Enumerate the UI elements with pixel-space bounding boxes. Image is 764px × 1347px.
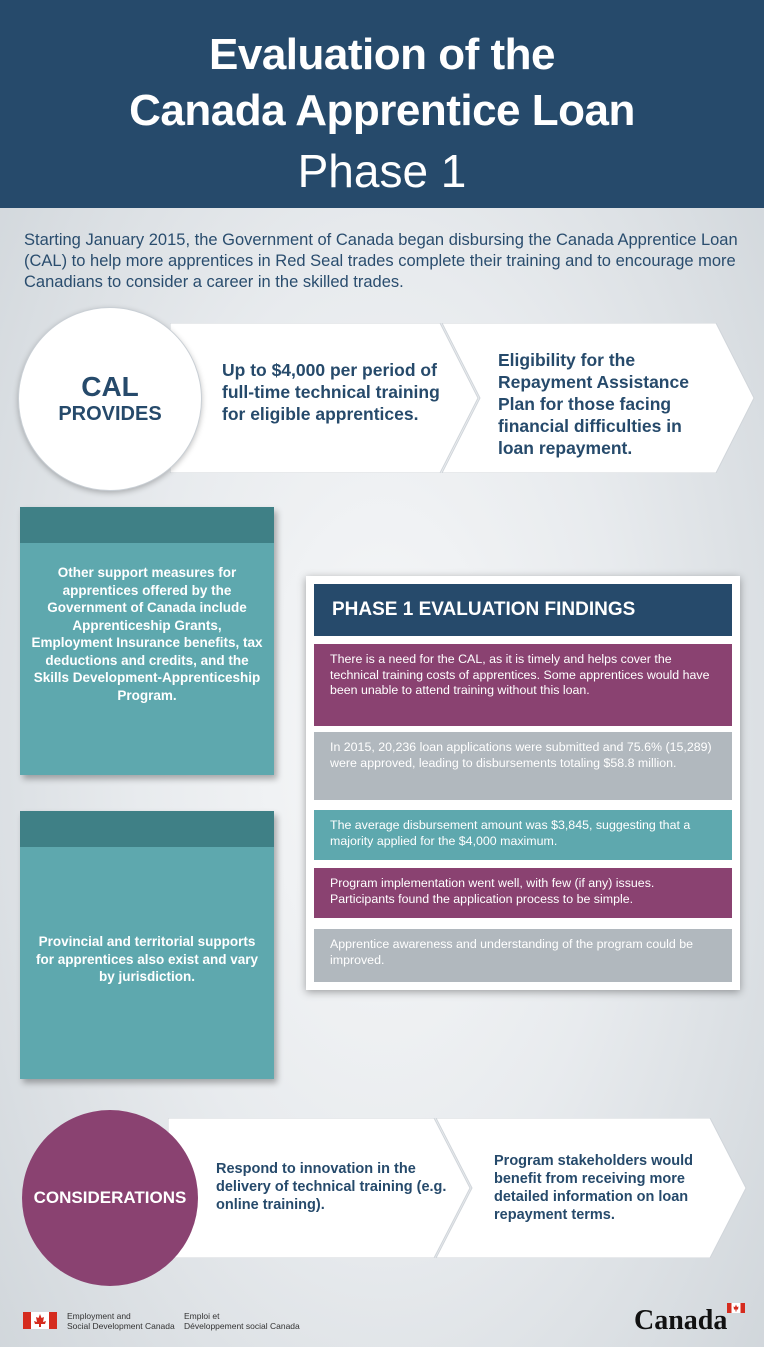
cal-item-2: Eligibility for the Repayment Assistance Plan for those facing financial difficulties in loan repayment. <box>498 350 689 458</box>
dept-fr-line-2: Développement social Canada <box>184 1321 300 1331</box>
note-tab <box>20 811 274 847</box>
consideration-item-2: Program stakeholders would benefit from receiving more detailed information on loan repayment terms. <box>494 1153 694 1223</box>
support-measures-note <box>20 507 274 775</box>
findings-panel <box>306 576 740 990</box>
header-banner <box>0 0 764 208</box>
dept-fr-line-1: Emploi et <box>184 1311 220 1321</box>
title-line-1: Evaluation of the <box>209 30 555 79</box>
provincial-supports-text: Provincial and territorial supports for apprentices also exist and vary by jurisdiction. <box>35 934 259 984</box>
considerations-circle <box>22 1110 198 1286</box>
canada-flag-icon <box>23 1312 57 1329</box>
cal-provides-circle <box>18 307 202 491</box>
finding-item: There is a need for the CAL, as it is timely and helps cover the technical training costs of apprentices. Some apprentices would have been unable to attend training without this loan. <box>314 644 732 726</box>
considerations-band <box>168 1118 748 1268</box>
cal-circle-label: CAL <box>81 371 139 402</box>
dept-en-line-2: Social Development Canada <box>67 1321 175 1331</box>
support-measures-text: Other support measures for apprentices offered by the Government of Canada include Apprenticeship Grants, Employment Insurance benefits, tax deductions and credits, and the Skills Development-Apprenticeship Program. <box>31 565 263 703</box>
finding-item: Apprentice awareness and understanding of the program could be improved. <box>314 929 732 982</box>
finding-item: In 2015, 20,236 loan applications were submitted and 75.6% (15,289) were approved, leading to disbursements totaling $58.8 million. <box>314 732 732 800</box>
consideration-item-1: Respond to innovation in the delivery of technical training (e.g. online training). <box>216 1161 447 1213</box>
canada-wordmark: Canada <box>634 1305 728 1336</box>
findings-heading: PHASE 1 EVALUATION FINDINGS <box>314 584 732 636</box>
title-line-3: Phase 1 <box>297 145 467 197</box>
finding-item: Program implementation went well, with few (if any) issues. Participants found the application process to be simple. <box>314 868 732 918</box>
finding-item: The average disbursement amount was $3,845, suggesting that a majority applied for the $4,000 maximum. <box>314 810 732 860</box>
wordmark-flag-icon <box>727 1303 745 1313</box>
cal-provides-band <box>170 323 756 473</box>
title-line-2: Canada Apprentice Loan <box>129 86 635 135</box>
department-name-en <box>67 1311 175 1331</box>
note-tab <box>20 507 274 543</box>
cal-item-1: Up to $4,000 per period of full-time technical training for eligible apprentices. <box>222 360 440 424</box>
considerations-label: CONSIDERATIONS <box>33 1188 187 1207</box>
dept-en-line-1: Employment and <box>67 1311 131 1321</box>
provides-circle-label: PROVIDES <box>58 403 162 425</box>
intro-paragraph: Starting January 2015, the Government of Canada began disbursing the Canada Apprentice Loan (CAL) to help more apprentices in Red Seal trades complete their training and to encourage more Canadians to consider a career in the skilled trades. <box>24 231 738 291</box>
department-name-fr <box>184 1311 300 1331</box>
provincial-supports-note <box>20 811 274 1079</box>
